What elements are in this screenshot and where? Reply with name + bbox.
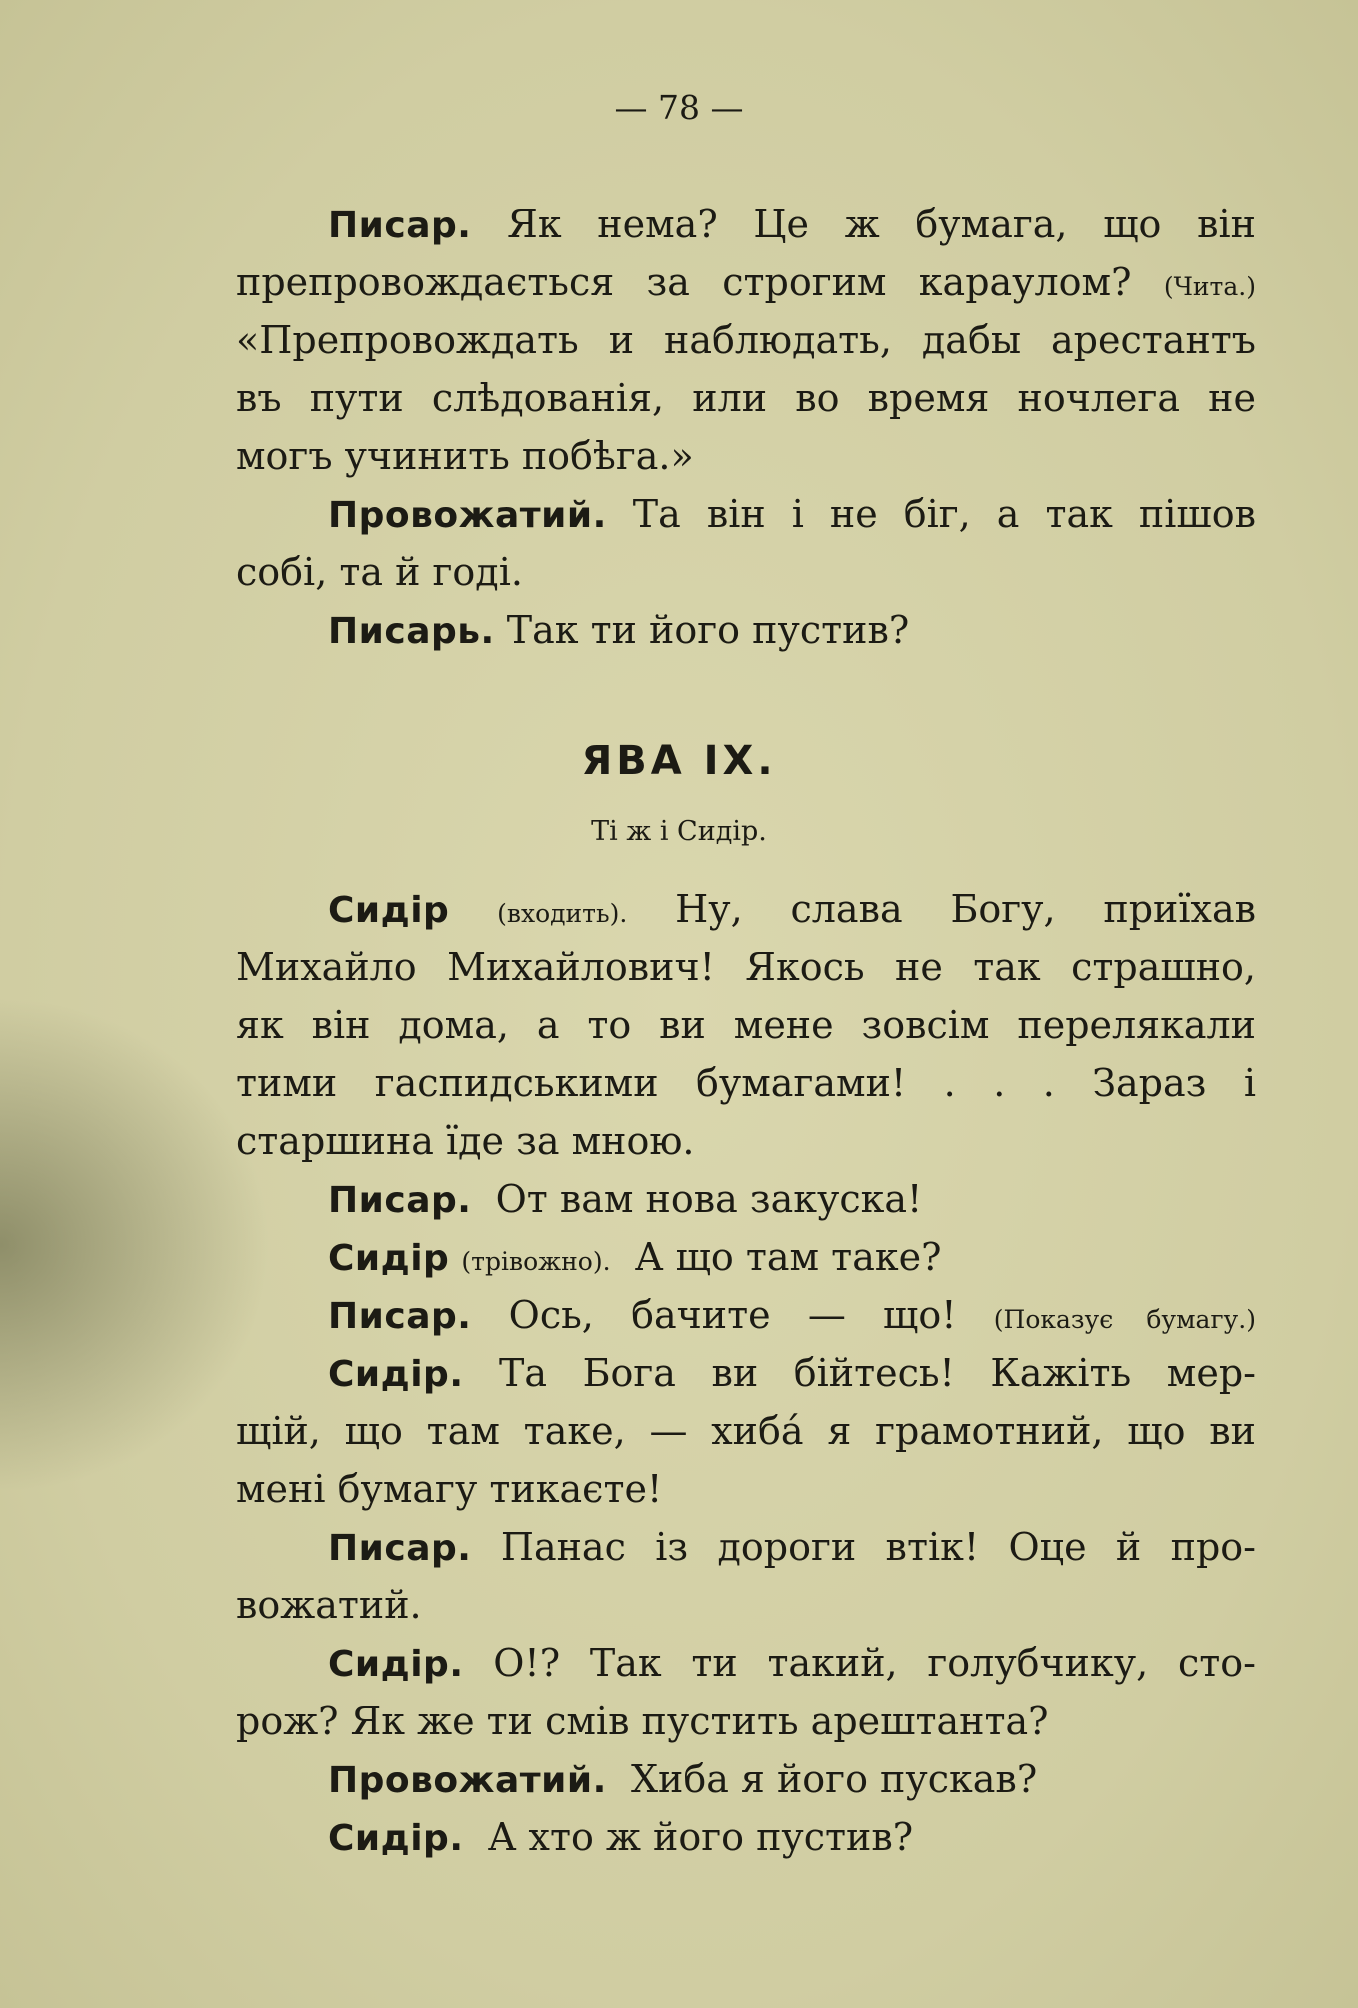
speaker-name: Сидір. xyxy=(328,1354,464,1395)
speaker-name: Писар. xyxy=(328,205,472,246)
speaker-name: Писар. xyxy=(328,1180,472,1221)
speech-text: Як нема? Це ж бумага, що він xyxy=(507,202,1256,246)
text-line: мені бумагу тикаєте! xyxy=(236,1467,663,1511)
text-line xyxy=(236,253,1256,311)
scene-cast: Ті ж і Сидір. xyxy=(591,816,767,847)
page-number: — 78 — xyxy=(614,88,744,127)
speaker-name: Писарь. xyxy=(328,611,495,652)
stage-direction: (Чита.) xyxy=(1163,272,1256,301)
speech-text: Ось, бачите — що! xyxy=(508,1293,957,1337)
text-line xyxy=(236,543,1256,601)
text-line: старшина їде за мною. xyxy=(236,1119,695,1163)
speech-text: Так ти його пустив? xyxy=(506,608,910,652)
text-line: як він дома, а то ви мене зовсім перелякали xyxy=(236,1003,1256,1047)
text-line xyxy=(236,1170,1256,1228)
speech-text: собі, та й годі. xyxy=(236,550,523,594)
stage-direction: (входить). xyxy=(497,899,628,928)
speaker-name: Сидір xyxy=(328,1238,450,1279)
text-line xyxy=(236,1344,1256,1402)
dialogue-bottom xyxy=(236,880,1256,1866)
speaker-name: Сидір. xyxy=(328,1644,464,1685)
text-line xyxy=(236,880,1256,938)
speech-text: Ну, слава Богу, приїхав xyxy=(675,887,1256,931)
speaker-name: Провожатий. xyxy=(328,1760,607,1801)
dialogue-top xyxy=(236,195,1256,659)
speech-text: О!? Так ти такий, голубчику, сто- xyxy=(493,1641,1256,1685)
speech-text: Та Бога ви бійтесь! Кажіть мер- xyxy=(499,1351,1256,1395)
text-line xyxy=(236,485,1256,543)
text-line xyxy=(236,311,1256,369)
speech-text: могъ учинить побѣга.» xyxy=(236,434,694,478)
speaker-name: Писар. xyxy=(328,1296,472,1337)
speaker-name: Писар. xyxy=(328,1528,472,1569)
speech-text: От вам нова закуска! xyxy=(495,1177,923,1221)
text-line xyxy=(236,195,1256,253)
text-line xyxy=(236,1750,1256,1808)
text-line xyxy=(236,601,1256,659)
speaker-name: Сидір xyxy=(328,890,450,931)
text-line: Михайло Михайлович! Якось не так страшно, xyxy=(236,945,1256,989)
text-line xyxy=(236,369,1256,427)
text-line xyxy=(236,1634,1256,1692)
text-line xyxy=(236,1808,1256,1866)
scene-heading: ЯВА IX. xyxy=(581,738,777,784)
text-line: тими гаспидськими бумагами! . . . Зараз і xyxy=(236,1061,1256,1105)
speech-text: въ пути слѣдованія, или во время ночлега не xyxy=(236,376,1256,420)
text-line: вожатий. xyxy=(236,1583,422,1627)
speech-text: препровождається за строгим караулом? xyxy=(236,260,1132,304)
speech-text: А хто ж його пустив? xyxy=(487,1815,914,1859)
stage-direction: (трівожно). xyxy=(461,1247,611,1276)
text-line: щій, що там таке, — хибá я грамотний, що ви xyxy=(236,1409,1256,1453)
stage-direction: (Показує бумагу.) xyxy=(993,1305,1256,1334)
speaker-name: Провожатий. xyxy=(328,495,607,536)
text-line xyxy=(236,427,1256,485)
speech-text: Та він і не біг, а так пішов xyxy=(632,492,1256,536)
speech-text: Хиба я його пускав? xyxy=(630,1757,1038,1801)
speech-text: А що там таке? xyxy=(634,1235,942,1279)
text-line xyxy=(236,1228,1256,1286)
text-line xyxy=(236,1286,1256,1344)
text-line: рож? Як же ти смів пустить арештанта? xyxy=(236,1699,1049,1743)
speech-text: «Препровождать и наблюдать, дабы арестантъ xyxy=(236,318,1256,362)
speaker-name: Сидір. xyxy=(328,1818,464,1859)
text-line xyxy=(236,1518,1256,1576)
speech-text: Панас із дороги втік! Оце й про- xyxy=(500,1525,1256,1569)
